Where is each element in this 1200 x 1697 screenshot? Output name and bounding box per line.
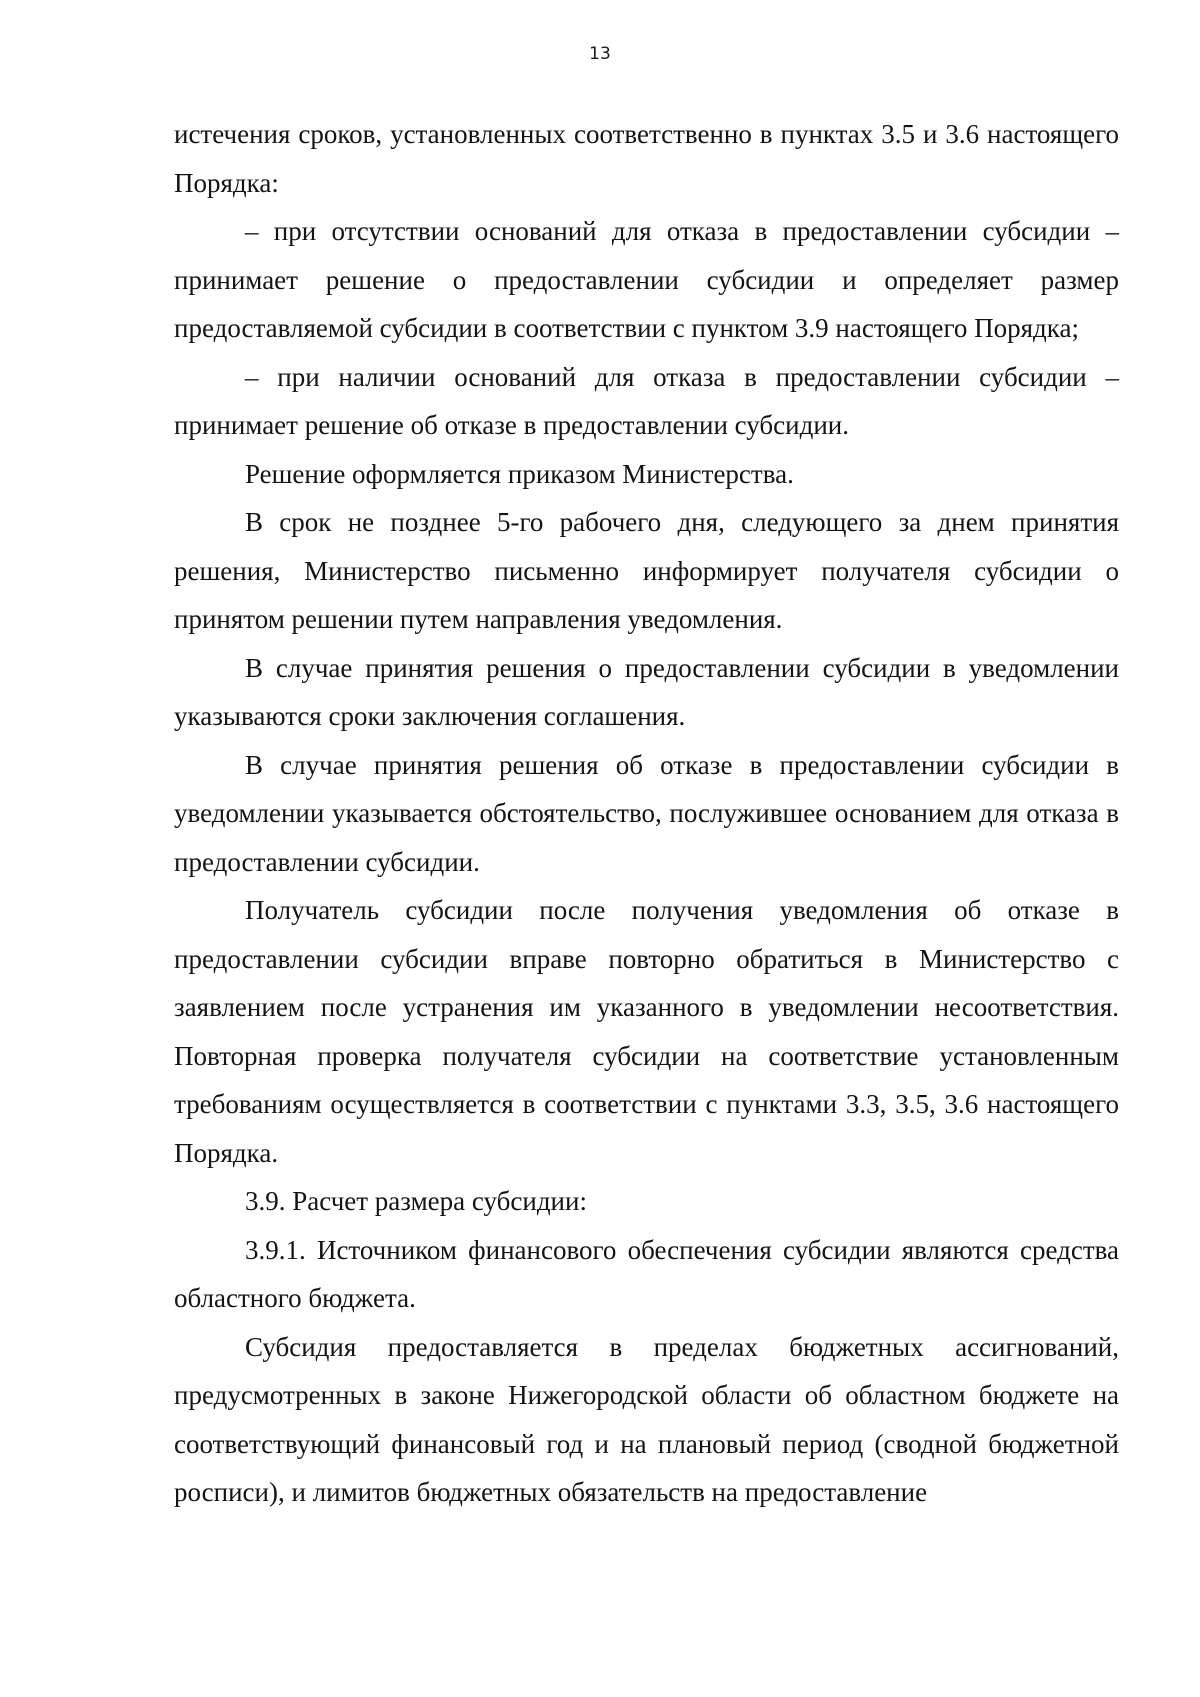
paragraph-7: В случае принятия решения об отказе в предоставлении субсидии в уведомлении указывается обстоятельство, послужившее основанием для отказа в предоставлении субсидии.: [174, 749, 1119, 877]
paragraph-5: В срок не позднее 5-го рабочего дня, следующего за днем принятия решения, Министерство письменно информирует получателя субсидии о принятом решении путем направления уведомления.: [174, 507, 1119, 634]
paragraph-6: В случае принятия решения о предоставлении субсидии в уведомлении указываются сроки заключения соглашения.: [174, 652, 1119, 731]
paragraph-1: истечения сроков, установленных соответственно в пунктах 3.5 и 3.6 настоящего Порядка:: [174, 119, 1119, 198]
paragraph-9: 3.9. Расчет размера субсидии:: [245, 1186, 587, 1216]
body-text: [174, 110, 1119, 1517]
paragraph-3: – при наличии оснований для отказа в предоставлении субсидии – принимает решение об отказе в предоставлении субсидии.: [174, 361, 1119, 440]
paragraph-11: Субсидия предоставляется в пределах бюджетных ассигнований, предусмотренных в законе Нижегородской области об областном бюджете на соответствующий финансовый год и на плановый период (сводной бюджетной росписи), и лимитов бюджетных обязательств на предоставление: [174, 1331, 1119, 1507]
paragraph-2: – при отсутствии оснований для отказа в предоставлении субсидии – принимает решение о предоставлении субсидии и определяет размер предоставляемой субсидии в соответствии с пунктом 3.9 настоящего Порядка;: [174, 216, 1119, 343]
paragraph-10: 3.9.1. Источником финансового обеспечения субсидии являются средства областного бюджета.: [174, 1234, 1119, 1313]
paragraph-8: Получатель субсидии после получения уведомления об отказе в предоставлении субсидии вправе повторно обратиться в Министерство с заявлением после устранения им указанного в уведомлении несоответствия. Повторная проверка получателя субсидии на соответствие установленным требованиям осуществляется в соответствии с пунктами 3.3, 3.5, 3.6 настоящего Порядка.: [174, 895, 1119, 1168]
paragraph-4: Решение оформляется приказом Министерства.: [245, 458, 794, 489]
page-number: 13: [589, 44, 611, 64]
